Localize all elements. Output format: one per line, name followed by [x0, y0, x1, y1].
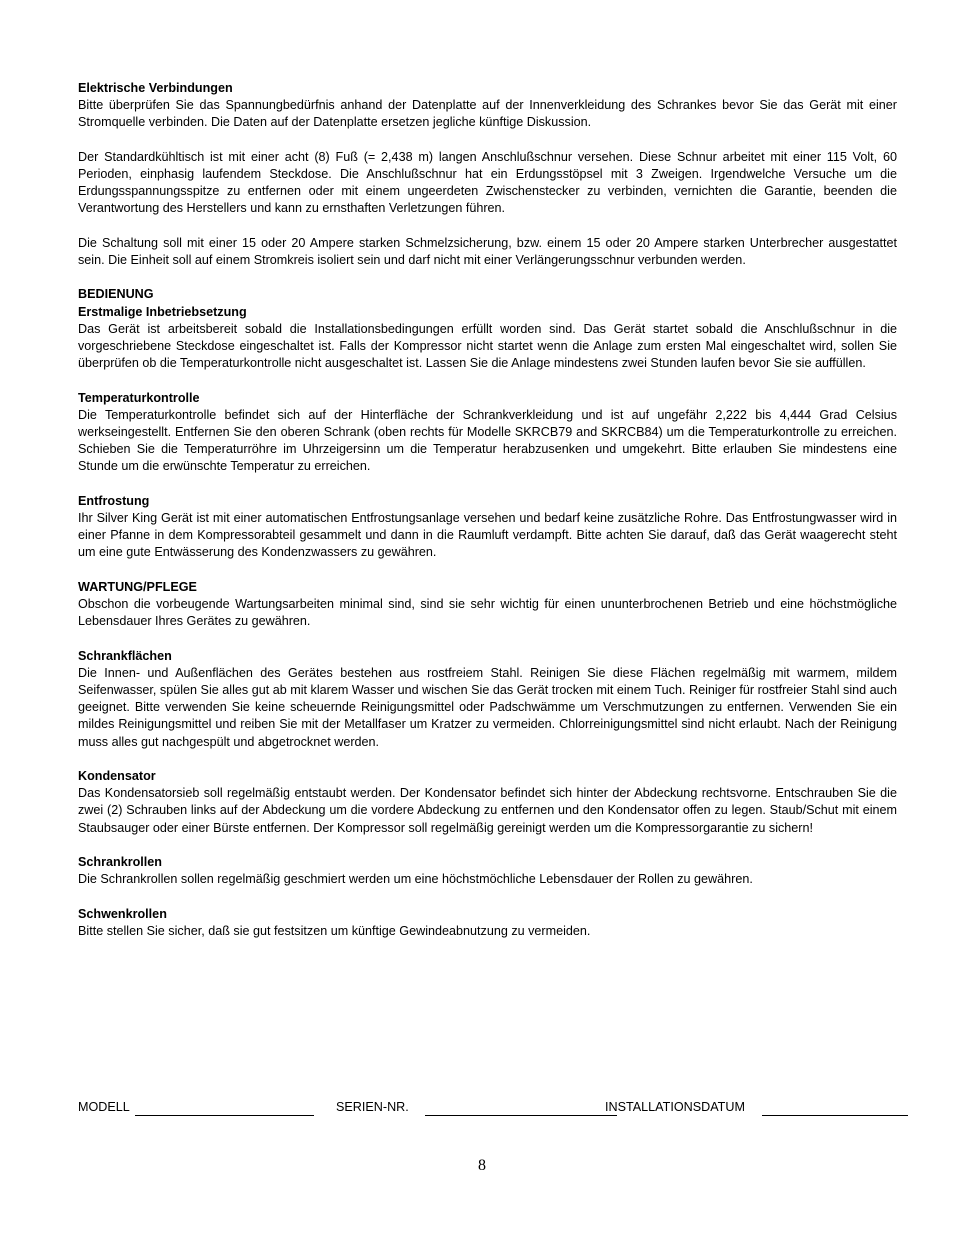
installation-date-label: INSTALLATIONSDATUM: [605, 1100, 745, 1114]
section-heading: Schwenkrollen: [78, 906, 167, 921]
registration-form-line: [78, 1100, 910, 1120]
section-temperature-control: [78, 390, 897, 476]
section-defrosting: [78, 493, 897, 562]
section-operation: [78, 286, 897, 372]
paragraph: Die Schrankrollen sollen regelmäßig geschmiert werden um eine höchstmöchliche Lebensdauer der Rollen zu gewähren.: [78, 872, 753, 887]
paragraph: Bitte stellen Sie sicher, daß sie gut festsitzen um künftige Gewindeabnutzung zu vermeiden.: [78, 923, 591, 938]
section-heading: Schrankflächen: [78, 648, 172, 663]
section-heading: Entfrostung: [78, 493, 150, 508]
section-subheading: Erstmalige Inbetriebsetzung: [78, 304, 247, 319]
paragraph: Der Standardkühltisch ist mit einer acht (8) Fuß (= 2,438 m) langen Anschlußschnur versehen. Diese Schnur arbeitet mit einer 115 Volt, 60 Perioden, einphasig laufendem Steckdose. Die Anschlußschnur hat ein Erdungsstöpsel mit 3 Zweigen. Irgendwelche Versuche um die Erdungsspannungsspitze zu entfernen oder mit einem ungeerdeten Zwischenstecker zu verbinden, vernichten die Garantie, beenden die Verantwortung des Herstellers und kann zu ernsthaften Verletzungen führen.: [78, 149, 897, 216]
section-heading: Kondensator: [78, 769, 156, 783]
section-cabinet-surfaces: [78, 648, 897, 751]
section-heading: Schrankrollen: [78, 855, 162, 869]
paragraph: Die Innen- und Außenflächen des Gerätes bestehen aus rostfreiem Stahl. Reinigen Sie diese Flächen regelmäßig mit warmem, mildem Seifenwasser, spülen Sie alles gut ab mit klarem Wasser und wischen Sie das Gerät trocken mit einem Tuch. Reiniger für rostfreier Stahl sind auch geeignet. Bitte verwenden Sie keine scheuernde Reinigungsmittel oder Padschwämme um Verschmutzungen zu entfernen. Verwenden Sie ein mildes Reinigungsmittel und reiben Sie mit der Metallfaser um Kratzer zu vermeiden. Chlorreinigungsmittel sind nicht erlaubt. Nach der Reinigung muss alles gut nachgespült und abgetrocknet werden.: [78, 665, 897, 749]
model-label: MODELL: [78, 1100, 130, 1114]
section-electrical-connections: [78, 80, 897, 269]
section-condenser: [78, 768, 897, 837]
paragraph: Ihr Silver King Gerät ist mit einer automatischen Entfrostungsanlage versehen und bedarf keine zusätzliche Rohre. Das Entfrostungwasser wird in einer Pfanne in dem Kompressorabteil gesammelt und dann in die Raumluft verdampft. Bitte achten Sie darauf, daß das Gerät waagerecht steht um eine gute Entwässerung des Kondenzwassers zu gewähren.: [78, 511, 897, 560]
section-heading: Elektrische Verbindungen: [78, 81, 233, 95]
section-cabinet-casters: [78, 854, 897, 888]
serial-number-label: SERIEN-NR.: [336, 1100, 409, 1114]
document-body: [78, 80, 897, 940]
serial-number-blank-line: [425, 1115, 617, 1116]
section-maintenance: [78, 579, 897, 631]
section-heading: Temperaturkontrolle: [78, 390, 200, 405]
paragraph: Die Schaltung soll mit einer 15 oder 20 Ampere starken Schmelzsicherung, bzw. einem 15 oder 20 Ampere starken Unterbrecher ausgestattet sein. Die Einheit soll auf einem Stromkreis isoliert sein und darf nicht mit einer Verlängerungsschnur verbunden werden.: [78, 235, 897, 267]
paragraph: Obschon die vorbeugende Wartungsarbeiten minimal sind, sind sie sehr wichtig für einen ununterbrochenen Betrieb und eine höchstmögliche Lebensdauer Ihres Gerätes zu gewähren.: [78, 597, 897, 629]
paragraph: Das Gerät ist arbeitsbereit sobald die Installationsbedingungen erfüllt worden sind. Das Gerät startet sobald die Anschlußschnur in die vorgeschriebene Steckdose eingeschaltet ist. Falls der Kompressor nicht startet wenn die Anlage zum ersten Mal eingeschaltet wird, sollen Sie überprüfen ob die Temperaturkontrolle nicht ausgeschaltet ist. Lassen Sie die Anlage mindestens zwei Stunden laufen bevor Sie sie auffüllen.: [78, 321, 897, 371]
installation-date-blank-line: [762, 1115, 908, 1116]
paragraph: Die Temperaturkontrolle befindet sich auf der Hinterfläche der Schrankverkleidung und ist auf ungefähr 2,222 bis 4,444 Grad Celsius werkseingestellt. Entfernen Sie den oberen Schrank (oben rechts für Modelle SKRCB79 and SKRCB84) um die Temperaturkontrolle zu erreichen. Schieben Sie die Temperaturröhre im Uhrzeigersinn um die Temperatur herabzusenken und umgekehrt. Bitte erlauben Sie mindestens eine Stunde um die erwünschte Temperatur zu erreichen.: [78, 407, 897, 474]
paragraph: Das Kondensatorsieb soll regelmäßig entstaubt werden. Der Kondensator befindet sich hinter der Abdeckung rechtsvorne. Entschrauben Sie die zwei (2) Schrauben links auf der Abdeckung um die vordere Abdeckung zu entfernen und den Kondensator offen zu legen. Staub/Schut mit einem Staubsauger oder einer Bürste entfernen. Der Kompressor soll regelmäßig gereinigt werden um die Kompressorgarantie zu sichern!: [78, 786, 897, 835]
section-heading: WARTUNG/PFLEGE: [78, 579, 197, 594]
section-heading: BEDIENUNG: [78, 287, 154, 302]
section-swivel-casters: [78, 906, 897, 940]
paragraph: Bitte überprüfen Sie das Spannungbedürfnis anhand der Datenplatte auf der Innenverkleidung des Schrankes bevor Sie das Gerät mit einer Stromquelle verbinden. Die Daten auf der Datenplatte ersetzen jegliche künftige Diskussion.: [78, 98, 897, 130]
page-number: 8: [478, 1157, 486, 1174]
model-blank-line: [135, 1115, 314, 1116]
